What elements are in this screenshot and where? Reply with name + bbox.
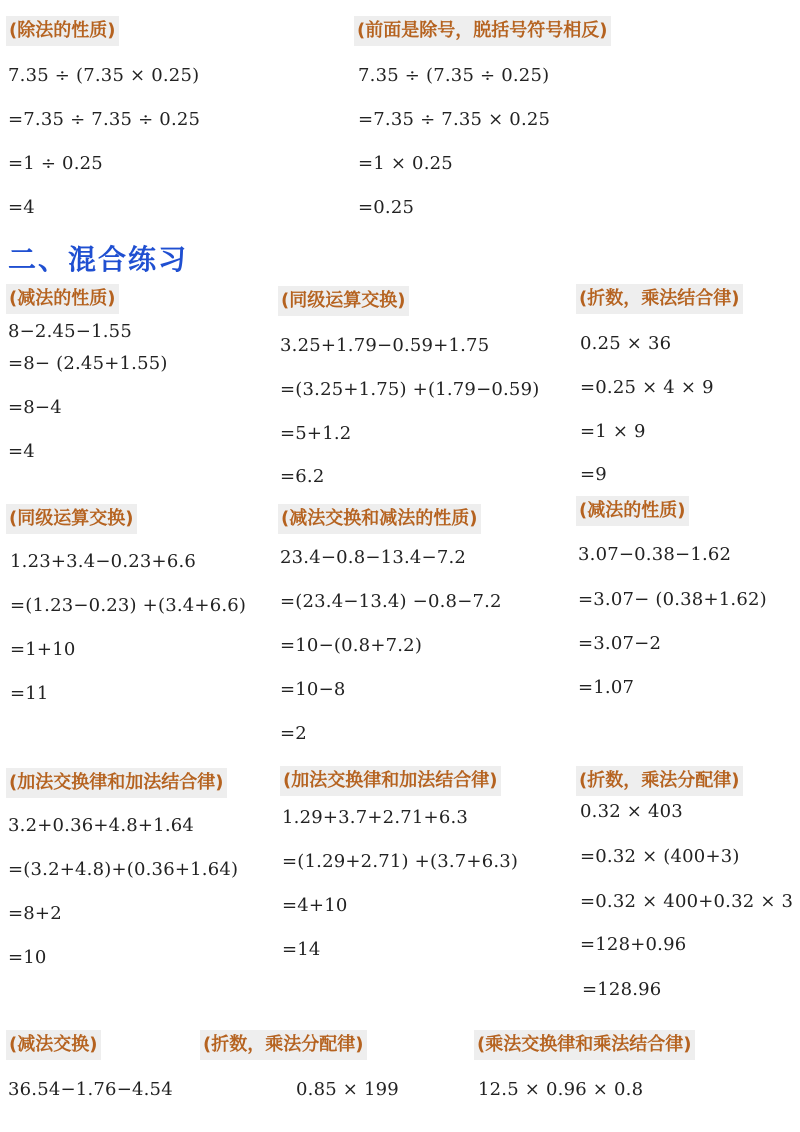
equation-line: =4+10 xyxy=(282,895,348,916)
equation-line: =0.25 × 4 × 9 xyxy=(580,377,714,398)
equation-line: 1.29+3.7+2.71+6.3 xyxy=(282,807,469,828)
equation-line: 7.35 ÷ (7.35 × 0.25) xyxy=(8,65,200,86)
equation-line: =14 xyxy=(282,939,321,960)
rule-tag-bracket-sign: (前面是除号，脱括号符号相反) xyxy=(354,16,611,46)
equation-line: =1 ÷ 0.25 xyxy=(8,153,103,174)
rule-tag: (同级运算交换) xyxy=(6,504,137,534)
equation-line: =1+10 xyxy=(10,639,76,660)
equation-line: =(1.23−0.23) +(3.4+6.6) xyxy=(10,595,247,616)
equation-line: 3.2+0.36+4.8+1.64 xyxy=(8,815,195,836)
equation-line: 8−2.45−1.55 xyxy=(8,321,132,342)
equation-line: =(3.25+1.75) +(1.79−0.59) xyxy=(280,379,540,400)
equation-line: =7.35 ÷ 7.35 × 0.25 xyxy=(358,109,551,130)
equation-line: =128+0.96 xyxy=(580,934,687,955)
equation-line: =8− (2.45+1.55) xyxy=(8,353,168,374)
rule-tag: (同级运算交换) xyxy=(278,286,409,316)
equation-line: 1.23+3.4−0.23+6.6 xyxy=(10,551,197,572)
equation-line: 0.85 × 199 xyxy=(296,1079,399,1100)
equation-line: =1.07 xyxy=(578,677,635,698)
equation-line: =2 xyxy=(280,723,307,744)
rule-tag: (折数，乘法结合律) xyxy=(576,284,743,314)
equation-line: =4 xyxy=(8,441,35,462)
equation-line: =10−(0.8+7.2) xyxy=(280,635,423,656)
equation-line: =1 × 9 xyxy=(580,421,646,442)
equation-line: =1 × 0.25 xyxy=(358,153,453,174)
equation-line: =10 xyxy=(8,947,47,968)
equation-line: =0.32 × (400+3) xyxy=(580,846,740,867)
rule-tag: (减法的性质) xyxy=(6,284,119,314)
equation-line: =(1.29+2.71) +(3.7+6.3) xyxy=(282,851,519,872)
equation-line: =5+1.2 xyxy=(280,423,352,444)
equation-line: =8+2 xyxy=(8,903,62,924)
equation-line: 23.4−0.8−13.4−7.2 xyxy=(280,547,467,568)
rule-tag: (加法交换律和加法结合律) xyxy=(280,766,501,796)
section-heading: 二、混合练习 xyxy=(8,243,189,276)
equation-line: 36.54−1.76−4.54 xyxy=(8,1079,173,1100)
equation-line: =8−4 xyxy=(8,397,62,418)
equation-line: =(3.2+4.8)+(0.36+1.64) xyxy=(8,859,239,880)
rule-tag-division-property: (除法的性质) xyxy=(6,16,119,46)
equation-line: 3.25+1.79−0.59+1.75 xyxy=(280,335,490,356)
equation-line: =9 xyxy=(580,464,607,485)
rule-tag: (减法交换) xyxy=(6,1030,101,1060)
equation-line: 3.07−0.38−1.62 xyxy=(578,544,732,565)
equation-line: =0.25 xyxy=(358,197,415,218)
equation-line: =(23.4−13.4) −0.8−7.2 xyxy=(280,591,502,612)
equation-line: =6.2 xyxy=(280,466,325,487)
equation-line: 7.35 ÷ (7.35 ÷ 0.25) xyxy=(358,65,550,86)
equation-line: 0.32 × 403 xyxy=(580,801,683,822)
rule-tag: (减法的性质) xyxy=(576,496,689,526)
rule-tag: (折数，乘法分配律) xyxy=(200,1030,367,1060)
rule-tag: (减法交换和减法的性质) xyxy=(278,504,481,534)
equation-line: =128.96 xyxy=(582,979,662,1000)
rule-tag: (折数，乘法分配律) xyxy=(576,766,743,796)
rule-tag: (乘法交换律和乘法结合律) xyxy=(474,1030,695,1060)
equation-line: 0.25 × 36 xyxy=(580,333,672,354)
equation-line: =7.35 ÷ 7.35 ÷ 0.25 xyxy=(8,109,201,130)
equation-line: 12.5 × 0.96 × 0.8 xyxy=(478,1079,644,1100)
rule-tag: (加法交换律和加法结合律) xyxy=(6,768,227,798)
equation-line: =10−8 xyxy=(280,679,346,700)
equation-line: =3.07−2 xyxy=(578,633,662,654)
equation-line: =4 xyxy=(8,197,35,218)
equation-line: =0.32 × 400+0.32 × 3 xyxy=(580,891,794,912)
equation-line: =11 xyxy=(10,683,49,704)
equation-line: =3.07− (0.38+1.62) xyxy=(578,589,767,610)
